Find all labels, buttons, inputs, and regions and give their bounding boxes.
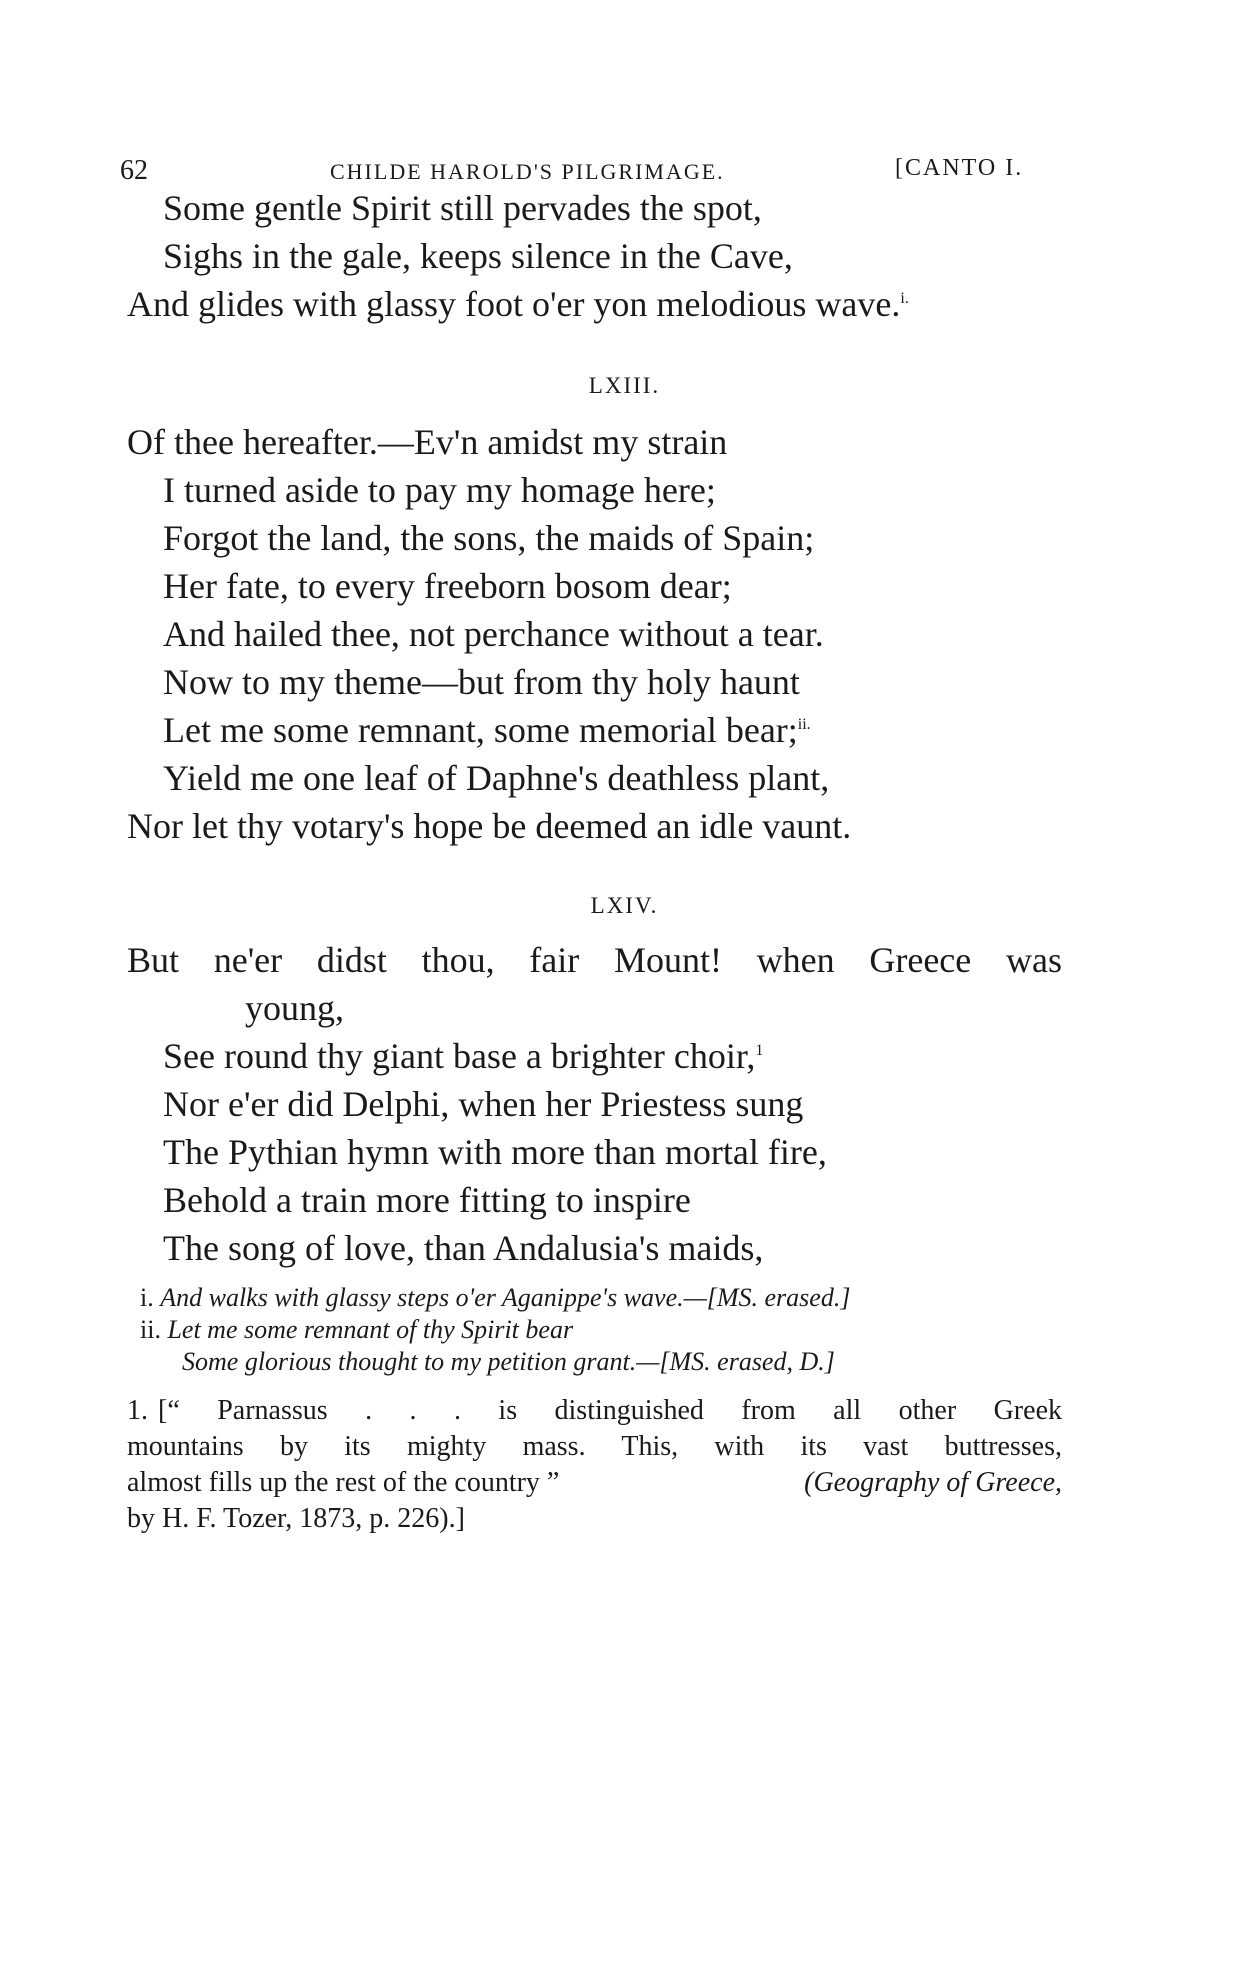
variant-note-mark: ii.	[140, 1315, 161, 1344]
verse-word: thou,	[421, 940, 495, 980]
verse-line: Nor let thy votary's hope be deemed an idle vaunt.	[127, 806, 852, 846]
verse-line: Of thee hereafter.—Ev'n amidst my strain	[127, 422, 728, 462]
verse-line: Sighs in the gale, keeps silence in the Cave,	[163, 236, 793, 276]
variant-note	[140, 1317, 573, 1343]
verse-word: ne'er	[213, 940, 283, 980]
verse-line	[127, 286, 909, 322]
page-number: 62	[120, 155, 148, 186]
verse-word: fair	[529, 940, 580, 980]
verse-turnover: young,	[245, 988, 344, 1028]
footnote-citation: (Geography of Greece,	[804, 1467, 1062, 1498]
verse-line: I turned aside to pay my homage here;	[163, 470, 716, 510]
footnote-line	[127, 1393, 1062, 1429]
verse-word: when	[756, 940, 835, 980]
verse-line: Forgot the land, the sons, the maids of Spain;	[163, 518, 815, 558]
footnote-line	[127, 1429, 1062, 1465]
variant-note-text: And walks with glassy steps o'er Aganippe's wave.—[MS. erased.]	[160, 1283, 851, 1312]
footnote-line	[127, 1465, 1062, 1501]
verse-word: was	[1005, 940, 1062, 980]
verse-line: Yield me one leaf of Daphne's deathless plant,	[163, 758, 830, 798]
verse-word: didst	[316, 940, 387, 980]
verse-word: Mount!	[613, 940, 722, 980]
footnote-text: almost fills up the rest of the country ”	[127, 1467, 560, 1498]
verse-line: Behold a train more fitting to inspire	[163, 1180, 691, 1220]
variant-mark: ii.	[797, 716, 811, 733]
verse-line: Some gentle Spirit still pervades the spot,	[163, 188, 762, 228]
verse-text: And glides with glassy foot o'er yon melodious wave.	[127, 284, 901, 324]
verse-line: The song of love, than Andalusia's maids,	[163, 1228, 764, 1268]
variant-note-text: Some glorious thought to my petition grant.—[MS. erased, D.]	[182, 1347, 835, 1376]
verse-text: Let me some remnant, some memorial bear;	[163, 710, 798, 750]
verse-line: Her fate, to every freeborn bosom dear;	[163, 566, 732, 606]
stanza-number: LXIII.	[588, 373, 661, 398]
footnote-text: by H. F. Tozer, 1873, p. 226).]	[127, 1503, 465, 1534]
stanza-number: LXIV.	[590, 893, 659, 918]
running-title: CHILDE HAROLD'S PILGRIMAGE.	[330, 159, 725, 184]
verse-word: Greece	[869, 940, 972, 980]
footnote-ref: 1	[755, 1042, 764, 1059]
verse-line: The Pythian hymn with more than mortal fire,	[163, 1132, 827, 1172]
variant-note-text: Let me some remnant of thy Spirit bear	[167, 1315, 574, 1344]
verse-line: And hailed thee, not perchance without a tear.	[163, 614, 824, 654]
footnote-text: mountains by its mighty mass. This, with its vast buttresses,	[127, 1431, 1062, 1462]
verse-line-justified	[127, 942, 1062, 978]
verse-line: Now to my theme—but from thy holy haunt	[163, 662, 800, 702]
verse-text: See round thy giant base a brighter choir,	[163, 1036, 756, 1076]
footnote-mark: 1.	[127, 1395, 148, 1426]
verse-line	[163, 1038, 763, 1074]
variant-note-continuation	[182, 1349, 835, 1375]
canto-label: [CANTO I.	[895, 155, 1024, 181]
variant-mark: i.	[900, 290, 909, 307]
footnote	[127, 1393, 1062, 1537]
verse-line	[163, 712, 811, 748]
verse-line: Nor e'er did Delphi, when her Priestess sung	[163, 1084, 804, 1124]
verse-word: But	[127, 940, 180, 980]
variant-note	[140, 1285, 850, 1311]
footnote-text: [“ Parnassus . . . is distinguished from all other Greek	[158, 1395, 1062, 1426]
footnote-line	[127, 1501, 1062, 1537]
variant-note-mark: i.	[140, 1283, 154, 1312]
